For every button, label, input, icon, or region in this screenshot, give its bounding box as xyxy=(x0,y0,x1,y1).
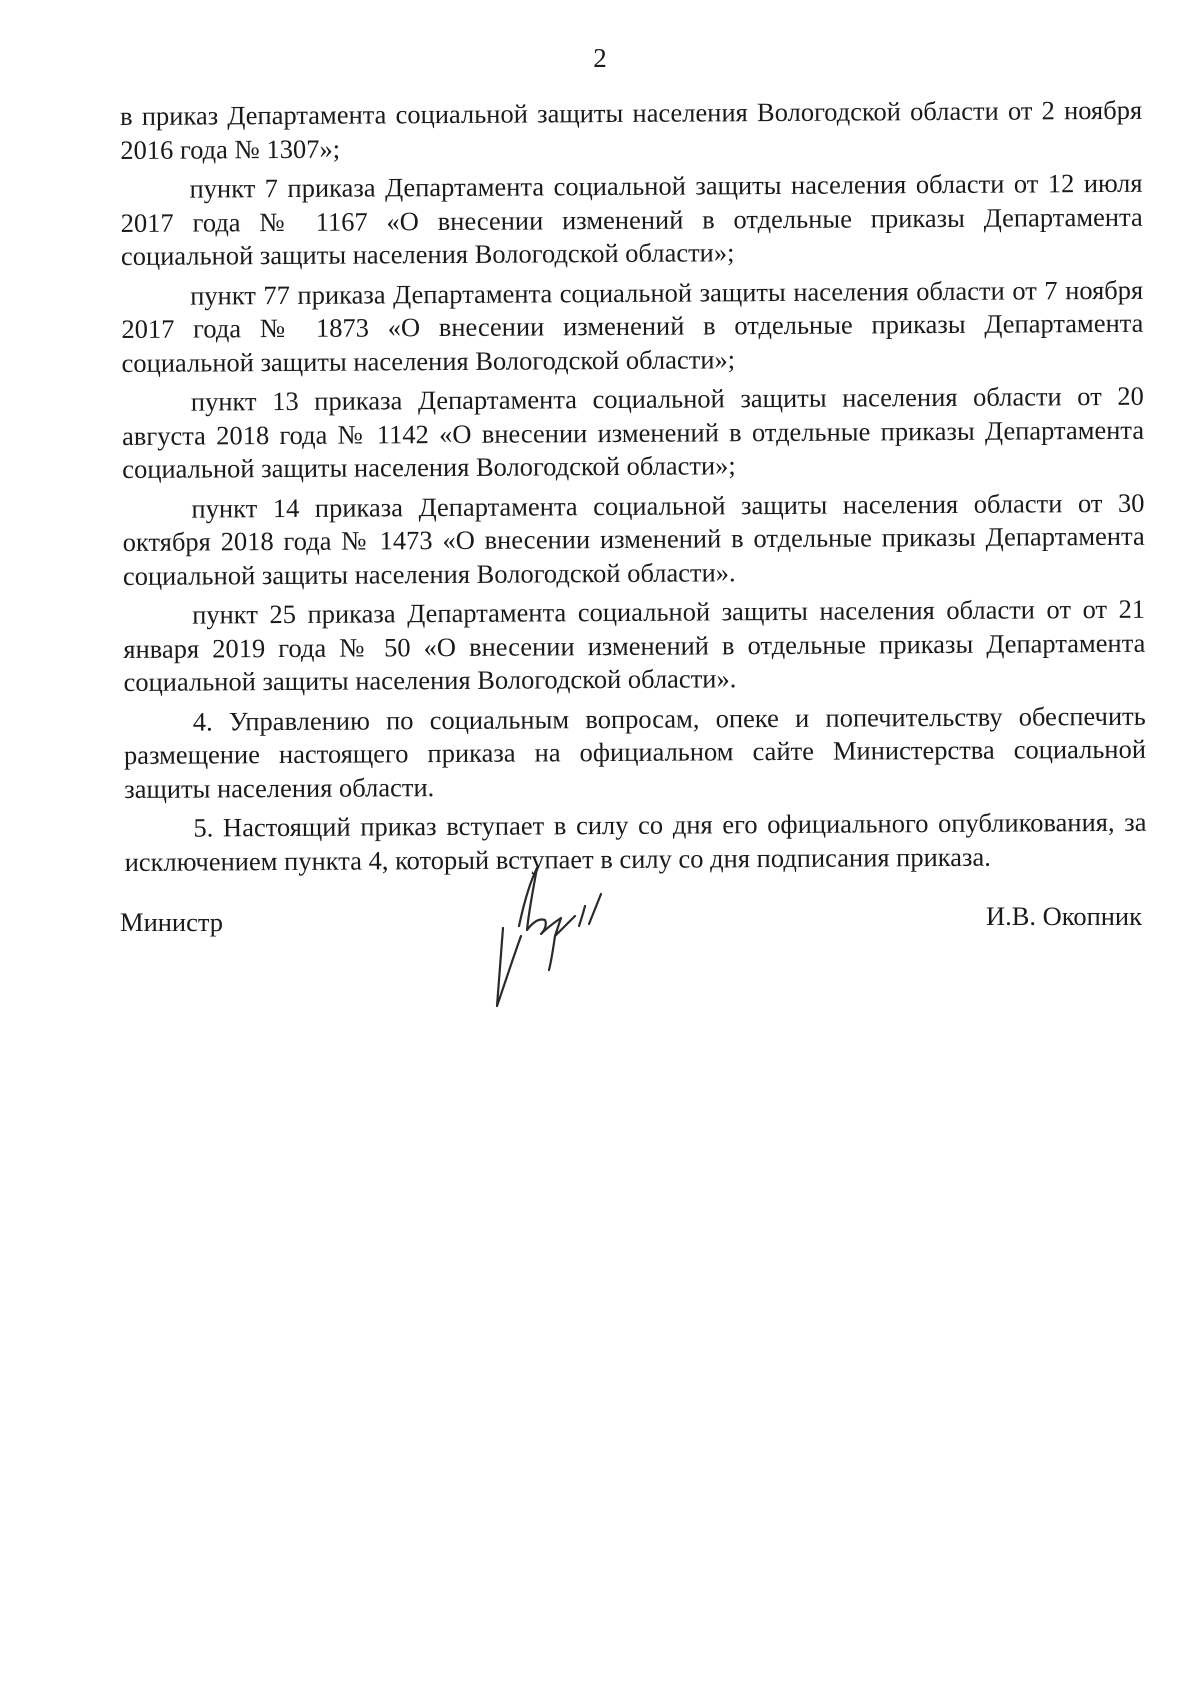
paragraph-clause-4: 4. Управлению по социальным вопросам, опеке и попечительству обеспечить размещение настоящего приказа на официальном сайте Министерства социальной защиты населения области. xyxy=(123,700,1147,804)
document-body xyxy=(120,94,1147,885)
handwritten-signature xyxy=(475,858,625,1023)
paragraph-item-14: пункт 14 приказа Департамента социальной защиты населения области от 30 октября 2018 года № 1473 «О внесении изменений в отдельные приказы Департамента социальной защиты населения Вологодской области». xyxy=(122,487,1145,591)
paragraph-item-77: пункт 77 приказа Департамента социальной защиты населения области от 7 ноября 2017 года № 1873 «О внесении изменений в отдельные приказы Департамента социальной защиты населения Вологодской области»; xyxy=(121,274,1144,378)
signatory-title: Министр xyxy=(120,907,224,937)
paragraph-clause-5: 5. Настоящий приказ вступает в силу со дня его официального опубликования, за исключением пункта 4, который вступает в силу со дня подписания приказа. xyxy=(124,806,1147,877)
signatory-name: И.В. Окопник xyxy=(985,901,1142,931)
paragraph-item-7: пункт 7 приказа Департамента социальной защиты населения области от 12 июля 2017 года № 1167 «О внесении изменений в отдельные приказы Департамента социальной защиты населения Вологодской области»; xyxy=(120,167,1143,271)
paragraph-continuation: в приказ Департамента социальной защиты населения Вологодской области от 2 ноября 2016 года № 1307»; xyxy=(120,94,1143,165)
paragraph-item-13: пункт 13 приказа Департамента социальной защиты населения области от 20 августа 2018 года № 1142 «О внесении изменений в отдельные приказы Департамента социальной защиты населения Вологодской области»; xyxy=(121,380,1145,484)
paragraph-item-25: пункт 25 приказа Департамента социальной защиты населения области от от 21 января 2019 года № 50 «О внесении изменений в отдельные приказы Департамента социальной защиты населения Вологодской области». xyxy=(123,593,1146,697)
signature-block xyxy=(120,900,1142,1020)
page-number: 2 xyxy=(593,43,607,73)
